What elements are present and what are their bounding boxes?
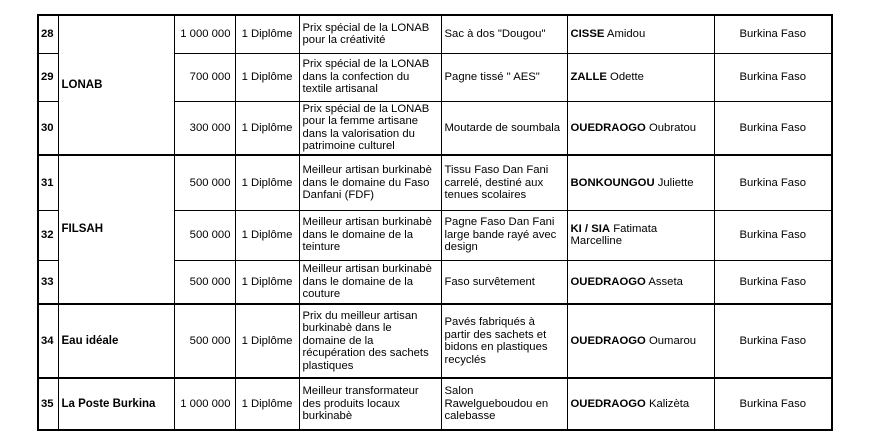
row-number: 31 — [38, 155, 58, 210]
item-cell: Faso survêtement — [441, 260, 567, 304]
laureate-cell — [567, 15, 714, 53]
row-number: 35 — [38, 378, 58, 430]
diploma-cell: 1 Diplôme — [235, 15, 299, 53]
laureate-lastname: KI / SIA — [570, 222, 611, 235]
row-number: 34 — [38, 304, 58, 378]
prize-cell: Meilleur artisan burkinabè dans le domaine de la teinture — [299, 210, 441, 260]
amount-cell: 500 000 — [174, 210, 235, 260]
prize-cell: Meilleur transformateur des produits locaux burkinabè — [299, 378, 441, 430]
country-cell: Burkina Faso — [714, 304, 832, 378]
item-cell: Moutarde de soumbala — [441, 101, 567, 155]
laureate-cell — [567, 378, 714, 430]
diploma-cell: 1 Diplôme — [235, 210, 299, 260]
amount-cell: 700 000 — [174, 53, 235, 101]
country-cell: Burkina Faso — [714, 260, 832, 304]
laureate-lastname: ZALLE — [570, 70, 607, 83]
item-cell: Pagne tissé " AES" — [441, 53, 567, 101]
table-row — [38, 155, 832, 210]
country-cell: Burkina Faso — [714, 15, 832, 53]
laureate-lastname: CISSE — [570, 28, 605, 40]
awards-table — [37, 14, 833, 431]
laureate-cell — [567, 155, 714, 210]
diploma-cell: 1 Diplôme — [235, 101, 299, 155]
diploma-cell: 1 Diplôme — [235, 260, 299, 304]
laureate-firstname: Juliette — [657, 176, 694, 189]
diploma-cell: 1 Diplôme — [235, 378, 299, 430]
item-cell: Salon Rawelgueboudou en calebasse — [441, 378, 567, 430]
amount-cell: 500 000 — [174, 260, 235, 304]
organization-cell: LONAB — [58, 15, 174, 155]
laureate-lastname: OUEDRAOGO — [570, 275, 646, 288]
country-cell: Burkina Faso — [714, 378, 832, 430]
item-cell: Sac à dos "Dougou" — [441, 15, 567, 53]
country-cell: Burkina Faso — [714, 210, 832, 260]
row-number: 30 — [38, 101, 58, 155]
laureate-firstname: Kalizèta — [648, 397, 690, 410]
prize-cell: Prix spécial de la LONAB dans la confection du textile artisanal — [299, 53, 441, 101]
laureate-firstname: Odette — [610, 70, 644, 83]
laureate-firstname: Amidou — [606, 28, 646, 40]
row-number: 32 — [38, 210, 58, 260]
laureate-cell — [567, 101, 714, 155]
organization-cell: La Poste Burkina — [58, 378, 174, 430]
organization-cell: FILSAH — [58, 155, 174, 304]
table-row — [38, 378, 832, 430]
table-row — [38, 15, 832, 53]
diploma-cell: 1 Diplôme — [235, 304, 299, 378]
prize-cell: Prix spécial de la LONAB pour la créativité — [299, 15, 441, 53]
row-number: 29 — [38, 53, 58, 101]
item-cell: Tissu Faso Dan Fani carrelé, destiné aux tenues scolaires — [441, 155, 567, 210]
prize-cell: Meilleur artisan burkinabè dans le domaine du Faso Danfani (FDF) — [299, 155, 441, 210]
laureate-firstname: Oubratou — [648, 121, 697, 134]
row-number: 28 — [38, 15, 58, 53]
laureate-cell — [567, 260, 714, 304]
prize-cell: Prix spécial de la LONAB pour la femme artisane dans la valorisation du patrimoine culturel — [299, 101, 441, 155]
laureate-cell — [567, 304, 714, 378]
prize-cell: Meilleur artisan burkinabè dans le domaine de la couture — [299, 260, 441, 304]
diploma-cell: 1 Diplôme — [235, 53, 299, 101]
laureate-firstname: Fatimata Marcelline — [570, 222, 658, 247]
laureate-lastname: OUEDRAOGO — [570, 334, 646, 347]
amount-cell: 500 000 — [174, 304, 235, 378]
country-cell: Burkina Faso — [714, 53, 832, 101]
item-cell: Pavés fabriqués à partir des sachets et bidons en plastiques recyclés — [441, 304, 567, 378]
laureate-lastname: OUEDRAOGO — [570, 121, 646, 134]
laureate-firstname: Oumarou — [648, 334, 697, 347]
row-number: 33 — [38, 260, 58, 304]
laureate-lastname: OUEDRAOGO — [570, 397, 646, 410]
country-cell: Burkina Faso — [714, 155, 832, 210]
amount-cell: 300 000 — [174, 101, 235, 155]
laureate-cell — [567, 210, 714, 260]
item-cell: Pagne Faso Dan Fani large bande rayé avec design — [441, 210, 567, 260]
organization-cell: Eau idéale — [58, 304, 174, 378]
diploma-cell: 1 Diplôme — [235, 155, 299, 210]
laureate-cell — [567, 53, 714, 101]
table-row — [38, 304, 832, 378]
prize-cell: Prix du meilleur artisan burkinabè dans le domaine de la récupération des sachets plastiques — [299, 304, 441, 378]
amount-cell: 500 000 — [174, 155, 235, 210]
laureate-firstname: Asseta — [648, 275, 683, 288]
laureate-lastname: BONKOUNGOU — [570, 176, 655, 189]
amount-cell: 1 000 000 — [174, 378, 235, 430]
amount-cell: 1 000 000 — [174, 15, 235, 53]
country-cell: Burkina Faso — [714, 101, 832, 155]
